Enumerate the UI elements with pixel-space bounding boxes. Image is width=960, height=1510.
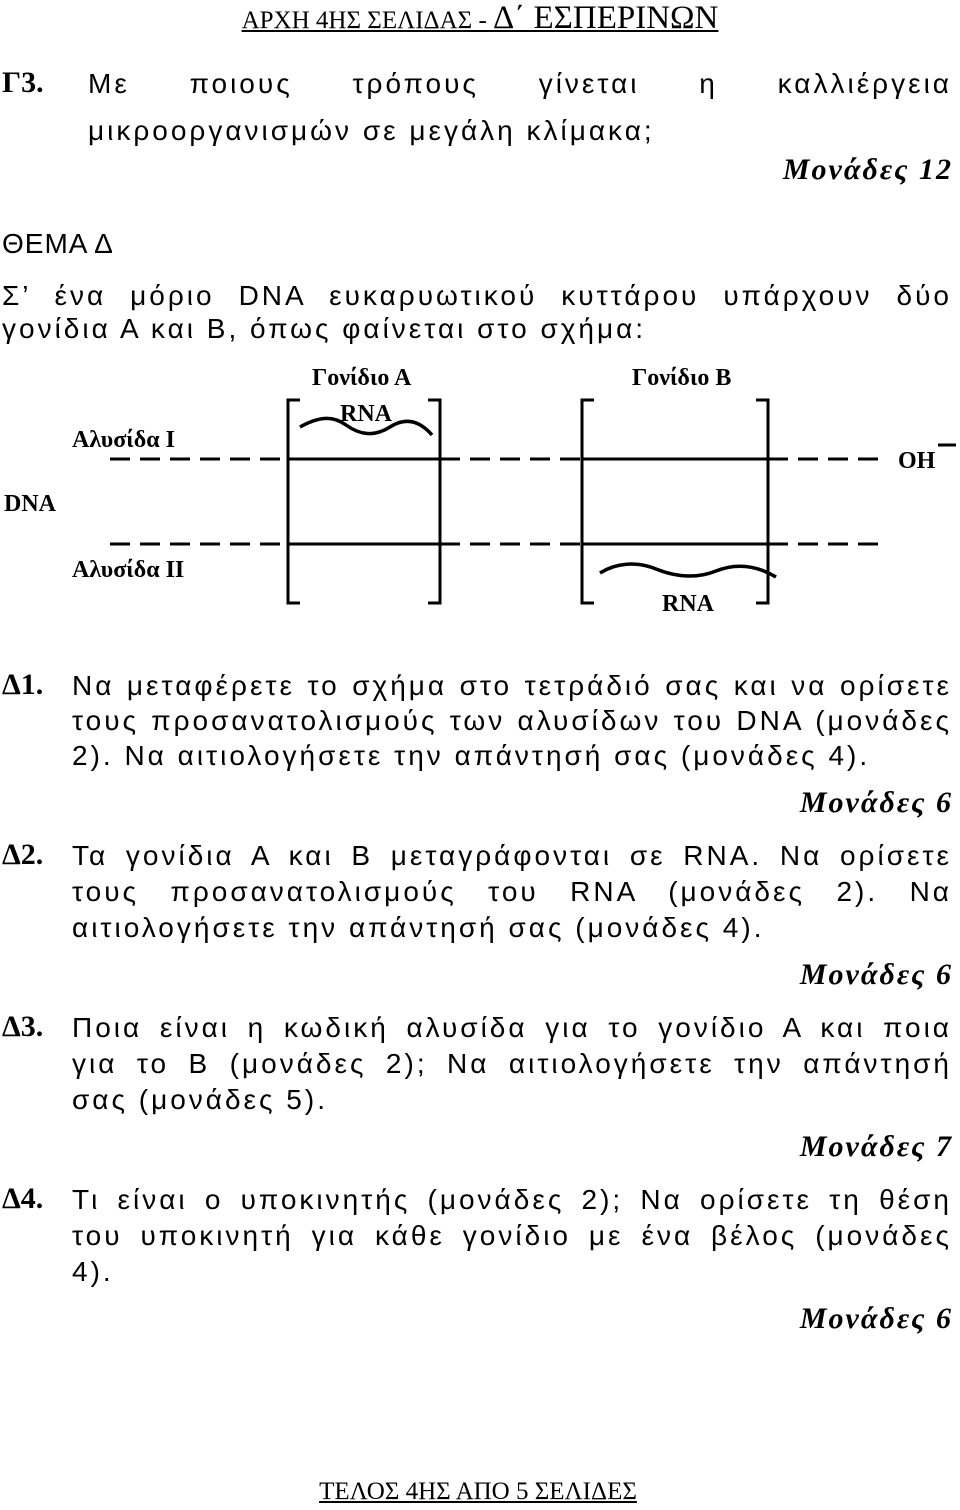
- dna-gene-figure: [0, 355, 960, 625]
- question-g3-marks: Μονάδες 12: [782, 153, 953, 186]
- gene-a-label: Γονίδιο Α: [312, 365, 412, 391]
- question-g3-line-1: Με ποιους τρόπους γίνεται η καλλιέργεια: [88, 68, 952, 99]
- page-footer: ΤΕΛΟΣ 4ΗΣ ΑΠΟ 5 ΣΕΛΙΔΕΣ: [319, 1478, 637, 1505]
- question-d1-number: Δ1.: [2, 668, 44, 701]
- strand-2-label: Αλυσίδα ΙΙ: [72, 557, 185, 583]
- question-d1-marks: Μονάδες 6: [799, 786, 953, 819]
- question-d4-line-1: Τι είναι ο υποκινητής (μονάδες 2); Να ορίσετε τη θέση: [72, 1184, 952, 1215]
- page-header: [172, 0, 788, 37]
- question-d3-number: Δ3.: [2, 1010, 44, 1043]
- theme-intro-line-2: γονίδια Α και Β, όπως φαίνεται στο σχήμα:: [2, 313, 647, 344]
- question-d2-line-1: Τα γονίδια Α και Β μεταγράφονται σε RNA. Να ορίσετε: [72, 840, 952, 871]
- rna-bottom-label: RNA: [662, 591, 714, 617]
- question-d3-marks: Μονάδες 7: [799, 1130, 953, 1163]
- question-d4-marks: Μονάδες 6: [799, 1302, 953, 1335]
- dna-label: DNA: [4, 491, 56, 517]
- question-d3-line-3: σας (μονάδες 5).: [72, 1084, 328, 1115]
- question-d4-number: Δ4.: [2, 1182, 44, 1215]
- question-d1-line-2: τους προσανατολισμούς των αλυσίδων του DNA (μονάδες: [72, 705, 952, 736]
- question-d2-line-3: αιτιολογήσετε την απάντησή σας (μονάδες 4).: [72, 912, 765, 943]
- strand-1-line: [110, 445, 956, 459]
- question-g3-line-2: μικροοργανισμών σε μεγάλη κλίμακα;: [88, 115, 655, 146]
- gene-b-label: Γονίδιο Β: [632, 365, 732, 391]
- question-g3-number: Γ3.: [2, 66, 44, 99]
- question-d4-line-3: 4).: [72, 1256, 114, 1287]
- question-d4-line-2: του υποκινητή για κάθε γονίδιο με ένα βέλος (μονάδες: [72, 1220, 952, 1251]
- gene-a-bracket: [288, 400, 440, 603]
- question-d1-line-3: 2). Να αιτιολογήσετε την απάντησή σας (μονάδες 4).: [72, 740, 871, 771]
- gene-b-bracket: [582, 400, 768, 603]
- question-d2-marks: Μονάδες 6: [799, 958, 953, 991]
- rna-wave-gene-b: [600, 564, 776, 577]
- theme-title: ΘΕΜΑ Δ: [2, 228, 114, 259]
- theme-intro-line-1: Σ’ ένα μόριο DNA ευκαρυωτικού κυττάρου υπάρχουν δύο: [2, 280, 952, 311]
- rna-top-label: RNA: [340, 401, 392, 427]
- page-header-suffix: Δ΄ ΕΣΠΕΡΙΝΩΝ: [493, 0, 719, 36]
- question-d2-number: Δ2.: [2, 838, 44, 871]
- question-d3-line-1: Ποια είναι η κωδική αλυσίδα για το γονίδιο Α και ποια: [72, 1012, 952, 1043]
- strand-1-label: Αλυσίδα Ι: [72, 427, 175, 453]
- question-d1-line-1: Να μεταφέρετε το σχήμα στο τετράδιό σας και να ορίσετε: [72, 670, 952, 701]
- question-d2-line-2: τους προσανατολισμούς του RNA (μονάδες 2). Να: [72, 876, 952, 907]
- question-d3-line-2: για το Β (μονάδες 2); Να αιτιολογήσετε την απάντησή: [72, 1048, 952, 1079]
- oh-label: OH: [898, 448, 936, 474]
- page-header-text: ΑΡΧΗ 4ΗΣ ΣΕΛΙΔΑΣ -: [241, 7, 494, 34]
